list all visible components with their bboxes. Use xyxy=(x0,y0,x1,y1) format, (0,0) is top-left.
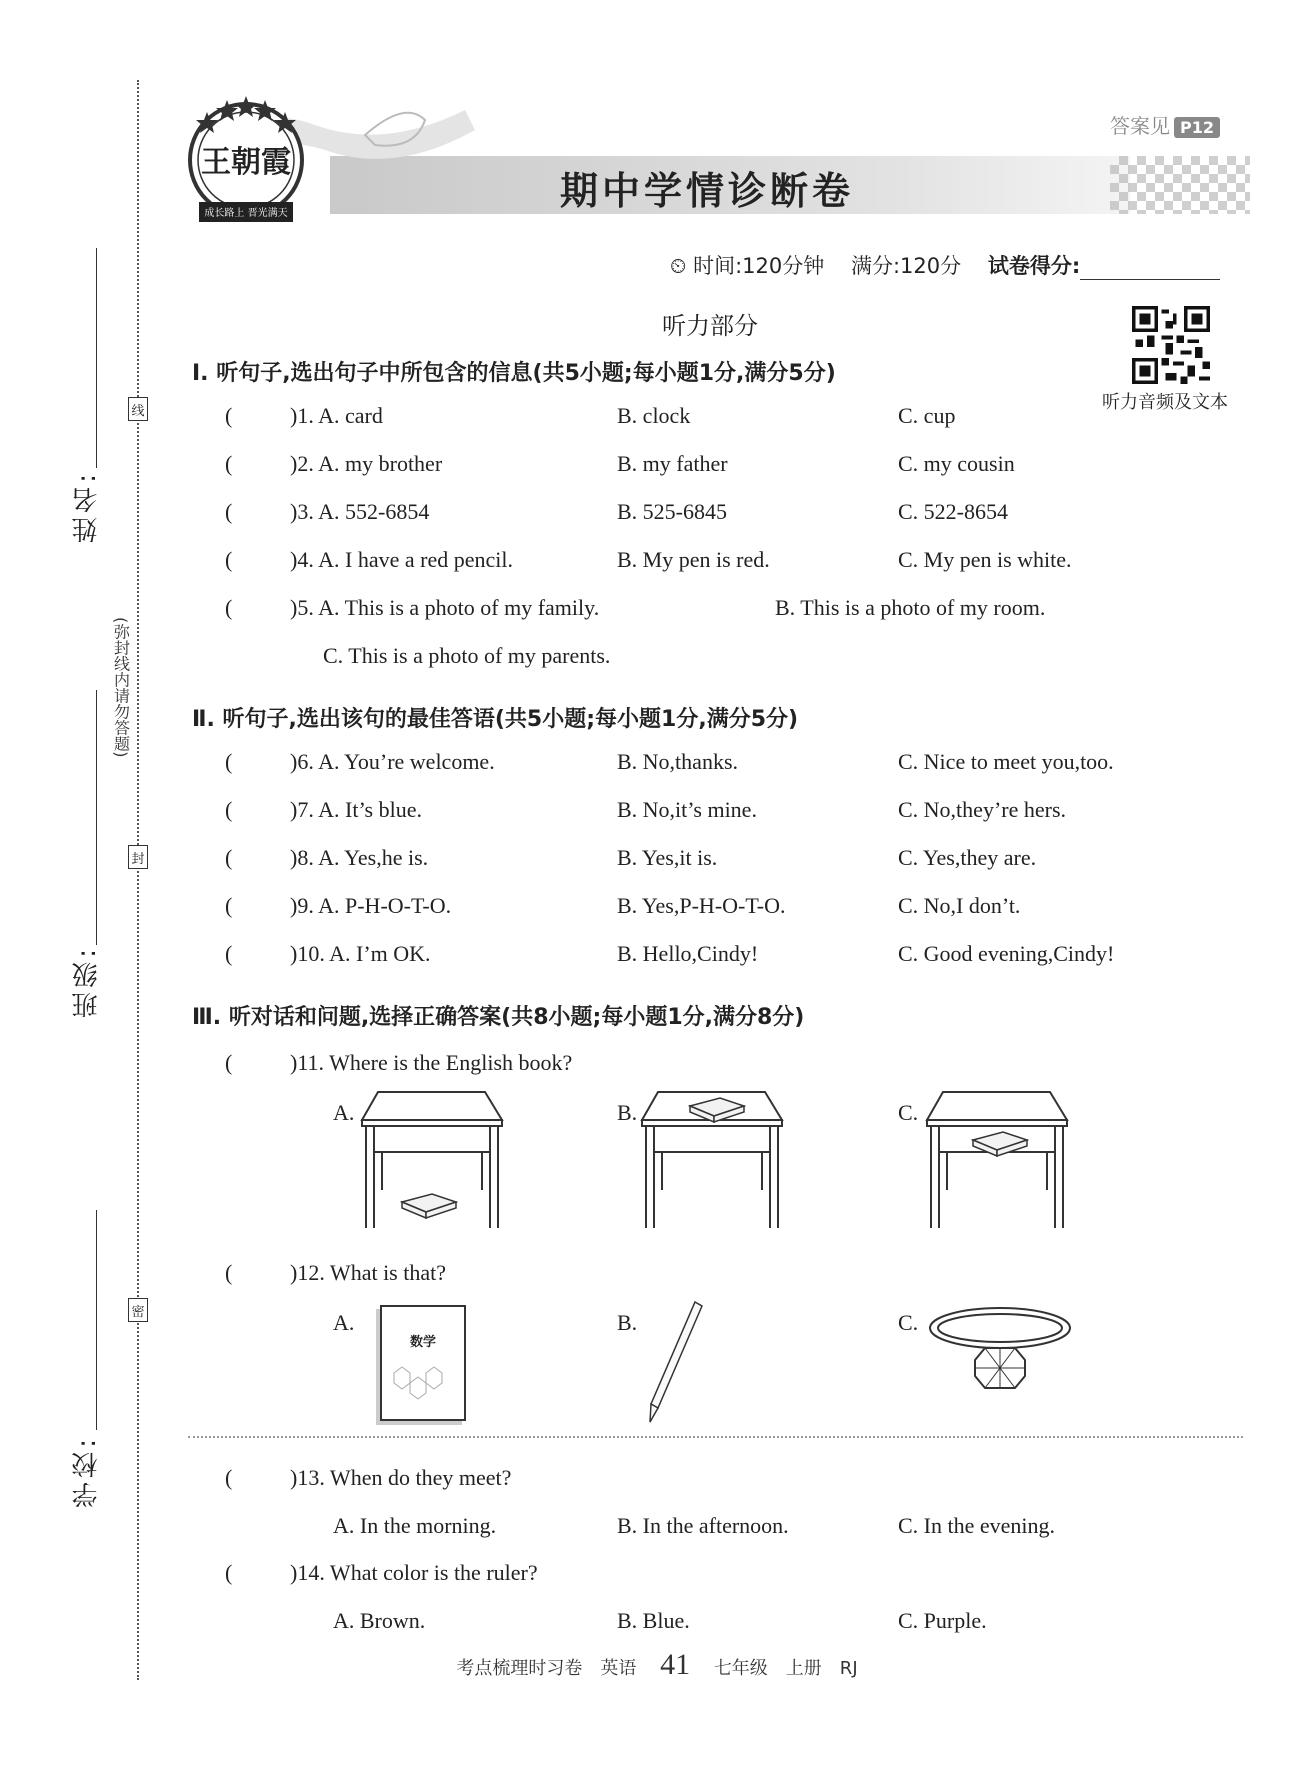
answer-paren[interactable]: ( xyxy=(225,547,233,572)
full-score: 满分:120分 xyxy=(850,254,962,278)
pencil-image[interactable] xyxy=(640,1300,710,1425)
binding-note xyxy=(108,617,134,762)
question-9: )9. A. P-H-O-T-O. xyxy=(290,893,452,918)
answer-paren[interactable]: ( xyxy=(225,403,233,428)
question-6: )6. A. You’re welcome. xyxy=(290,749,495,774)
question-9-option-b: B. Yes,P-H-O-T-O. xyxy=(617,893,786,918)
question-12-option-c: C. xyxy=(898,1310,919,1335)
question-11-option-c: C. xyxy=(898,1100,919,1125)
table-book-on-image[interactable] xyxy=(640,1090,785,1230)
question-2: )2. A. my brother xyxy=(290,451,443,476)
seal-mark-seal: 封 xyxy=(128,845,148,869)
class-line[interactable] xyxy=(96,690,97,945)
question-7-option-b: B. No,it’s mine. xyxy=(617,797,757,822)
question-8: )8. A. Yes,he is. xyxy=(290,845,429,870)
question-2-option-b: B. my father xyxy=(617,451,728,476)
question-12-option-b: B. xyxy=(617,1310,638,1335)
question-4-option-c: C. My pen is white. xyxy=(898,547,1072,572)
question-7-option-c: C. No,they’re hers. xyxy=(898,797,1067,822)
section-heading-1: Ⅰ. 听句子,选出句子中所包含的信息(共5小题;每小题1分,满分5分) xyxy=(192,361,836,386)
table-book-under-image[interactable] xyxy=(360,1090,505,1230)
score-field[interactable] xyxy=(1080,257,1220,280)
logo-motto: 成长路上 晋光满天 xyxy=(204,208,288,219)
section-title: 听力部分 xyxy=(662,312,758,340)
question-13-option-b: B. In the afternoon. xyxy=(617,1513,789,1538)
question-14-option-a: A. Brown. xyxy=(333,1608,426,1633)
checker-decoration xyxy=(1110,156,1250,214)
answer-paren[interactable]: ( xyxy=(225,499,233,524)
question-9-option-c: C. No,I don’t. xyxy=(898,893,1021,918)
question-10-option-b: B. Hello,Cindy! xyxy=(617,941,759,966)
answer-reference xyxy=(1110,110,1220,139)
math-book-image[interactable] xyxy=(380,1305,466,1421)
score-label: 试卷得分: xyxy=(987,254,1081,278)
section-heading-2: Ⅱ. 听句子,选出该句的最佳答语(共5小题;每小题1分,满分5分) xyxy=(192,707,799,732)
answer-paren[interactable]: ( xyxy=(225,749,233,774)
answer-paren[interactable]: ( xyxy=(225,1260,233,1285)
question-13-option-a: A. In the morning. xyxy=(333,1513,497,1538)
page-number: 41 xyxy=(660,1648,691,1681)
question-3-option-c: C. 522-8654 xyxy=(898,499,1008,524)
name-label: 姓名: xyxy=(72,470,102,543)
question-3-option-b: B. 525-6845 xyxy=(617,499,727,524)
question-1: )1. A. card xyxy=(290,403,383,428)
footer-right: 七年级 上册 RJ xyxy=(713,1658,858,1679)
question-6-option-b: B. No,thanks. xyxy=(617,749,738,774)
question-14: )14. What color is the ruler? xyxy=(290,1560,538,1585)
question-3: )3. A. 552-6854 xyxy=(290,499,430,524)
question-5: )5. A. This is a photo of my family. xyxy=(290,595,600,620)
answer-paren[interactable]: ( xyxy=(225,1050,233,1075)
answer-paren[interactable]: ( xyxy=(225,1465,233,1490)
question-5-option-c: C. This is a photo of my parents. xyxy=(323,643,611,668)
logo-name: 王朝霞 xyxy=(201,145,291,180)
question-10-option-c: C. Good evening,Cindy! xyxy=(898,941,1115,966)
question-11-option-b: B. xyxy=(617,1100,638,1125)
question-13: )13. When do they meet? xyxy=(290,1465,512,1490)
binding-dotted-line xyxy=(137,80,139,1680)
school-line[interactable] xyxy=(96,1210,97,1430)
page-divider xyxy=(188,1436,1243,1438)
page-footer xyxy=(0,1648,1314,1682)
qr-code-icon[interactable] xyxy=(1132,306,1210,384)
school-label: 学校: xyxy=(72,1435,102,1508)
answer-paren[interactable]: ( xyxy=(225,451,233,476)
question-14-option-b: B. Blue. xyxy=(617,1608,690,1633)
question-1-option-b: B. clock xyxy=(617,403,691,428)
answer-paren[interactable]: ( xyxy=(225,1560,233,1585)
publisher-logo xyxy=(185,90,307,232)
question-8-option-b: B. Yes,it is. xyxy=(617,845,718,870)
clock-icon: ⏲ xyxy=(670,254,687,278)
question-12-option-a: A. xyxy=(333,1310,355,1335)
binding-note-text: (弥封线内请勿答题) xyxy=(111,617,131,758)
ring-image[interactable] xyxy=(925,1300,1075,1400)
section-heading-3: Ⅲ. 听对话和问题,选择正确答案(共8小题;每小题1分,满分8分) xyxy=(192,1005,805,1030)
answer-paren[interactable]: ( xyxy=(225,845,233,870)
question-10: )10. A. I’m OK. xyxy=(290,941,431,966)
question-7: )7. A. It’s blue. xyxy=(290,797,422,822)
question-1-option-c: C. cup xyxy=(898,403,956,428)
question-11-option-a: A. xyxy=(333,1100,355,1125)
question-11: )11. Where is the English book? xyxy=(290,1050,573,1075)
question-4-option-b: B. My pen is red. xyxy=(617,547,770,572)
footer-left: 考点梳理时习卷 英语 xyxy=(456,1658,637,1679)
question-4: )4. A. I have a red pencil. xyxy=(290,547,513,572)
question-6-option-c: C. Nice to meet you,too. xyxy=(898,749,1114,774)
question-12: )12. What is that? xyxy=(290,1260,446,1285)
answer-page-badge: P12 xyxy=(1174,117,1220,138)
class-label: 班级: xyxy=(72,945,102,1018)
math-book-title: 数学 xyxy=(409,1335,436,1350)
page-title: 期中学情诊断卷 xyxy=(560,169,855,213)
table-book-shelf-image[interactable] xyxy=(925,1090,1070,1230)
question-14-option-c: C. Purple. xyxy=(898,1608,987,1633)
seal-mark-tight: 密 xyxy=(128,1298,148,1322)
answer-paren[interactable]: ( xyxy=(225,797,233,822)
answer-ref-label: 答案见 xyxy=(1110,114,1170,138)
answer-paren[interactable]: ( xyxy=(225,595,233,620)
seal-mark-line: 线 xyxy=(128,397,148,421)
question-2-option-c: C. my cousin xyxy=(898,451,1015,476)
exam-info xyxy=(670,250,1220,280)
name-line[interactable] xyxy=(96,248,97,468)
answer-paren[interactable]: ( xyxy=(225,893,233,918)
question-8-option-c: C. Yes,they are. xyxy=(898,845,1037,870)
answer-paren[interactable]: ( xyxy=(225,941,233,966)
question-5-option-b: B. This is a photo of my room. xyxy=(775,595,1046,620)
time-limit: 时间:120分钟 xyxy=(693,254,825,278)
qr-label: 听力音频及文本 xyxy=(1102,392,1228,413)
hexagon-pattern-icon xyxy=(384,1353,462,1413)
question-13-option-c: C. In the evening. xyxy=(898,1513,1056,1538)
